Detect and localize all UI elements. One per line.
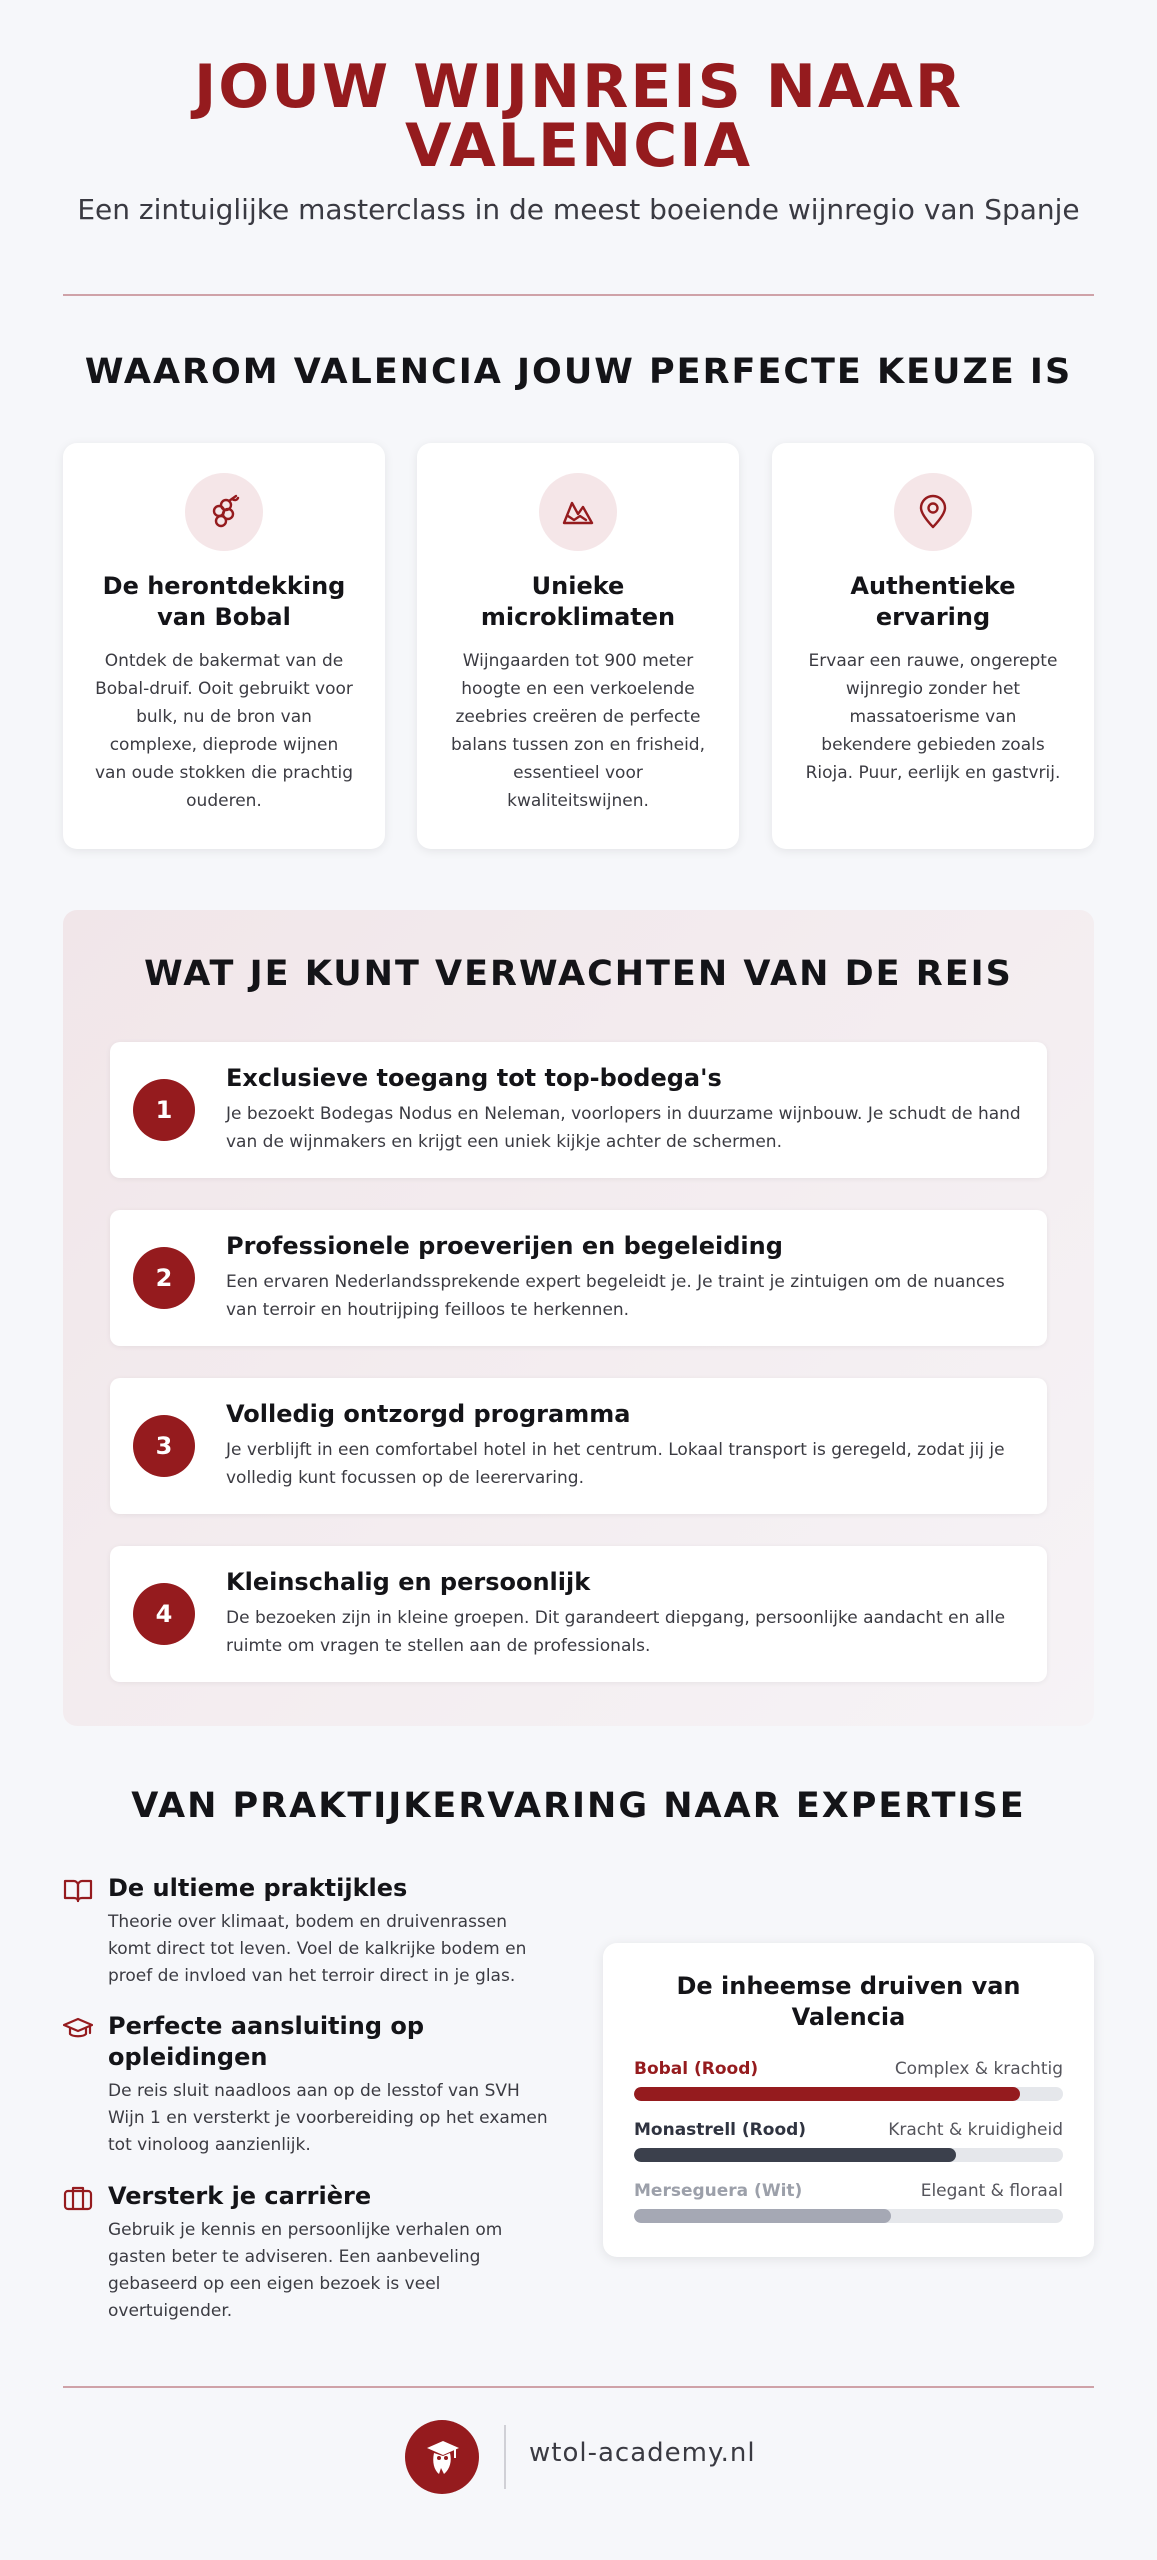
expertise-text: Theorie over klimaat, bodem en druivenrassen komt direct tot leven. Voel de kalkrijke bodem en proef de invloed van het terroir direct in je glas.	[108, 1912, 527, 1986]
grape-name: Monastrell (Rood)	[634, 2120, 807, 2140]
footer-divider	[63, 2386, 1094, 2388]
website-link[interactable]: wtol-academy.nl	[529, 2438, 756, 2468]
feature-card-title: Authentieke ervaring	[850, 572, 1016, 631]
feature-card-title: De herontdekking van Bobal	[102, 572, 346, 631]
graduation-cap-icon	[63, 2013, 93, 2043]
step-text: Je verblijft in een comfortabel hotel in het centrum. Lokaal transport is geregeld, zodat jij je volledig kunt focussen op de leerervaring.	[226, 1440, 1005, 1488]
expertise-item	[63, 2011, 548, 2161]
step-title: Kleinschalig en persoonlijk	[226, 1568, 591, 1596]
step-number: 3	[133, 1415, 195, 1477]
expectation-step	[110, 1378, 1047, 1514]
grapes-icon	[185, 473, 263, 551]
owl-logo-icon	[405, 2420, 479, 2494]
step-text: Een ervaren Nederlandssprekende expert begeleidt je. Je traint je zintuigen om de nuances van terroir en houtrijping feilloos te herkennen.	[226, 1272, 1005, 1320]
why-section-title: WAAROM VALENCIA JOUW PERFECTE KEUZE IS	[84, 352, 1073, 392]
grape-bar-fill	[634, 2209, 891, 2223]
grape-bar-track	[634, 2087, 1063, 2101]
step-text: Je bezoekt Bodegas Nodus en Neleman, voorlopers in duurzame wijnbouw. Je schudt de hand van de wijnmakers en krijgt een uniek kijkje achter de schermen.	[226, 1104, 1021, 1152]
step-title: Professionele proeverijen en begeleiding	[226, 1232, 783, 1260]
feature-card-text: Ontdek de bakermat van de Bobal-druif. Ooit gebruikt voor bulk, nu de bron van complexe, dieprode wijnen van oude stokken die prachtig ouderen.	[94, 651, 353, 811]
expertise-item	[63, 1873, 543, 1993]
expect-section-title: WAT JE KUNT VERWACHTEN VAN DE REIS	[144, 954, 1013, 994]
feature-card-authentic	[772, 443, 1094, 849]
feature-card-text: Wijngaarden tot 900 meter hoogte en een verkoelende zeebries creëren de perfecte balans tussen zon en frisheid, essentieel voor kwaliteitswijnen.	[450, 651, 706, 811]
expertise-title: Perfecte aansluiting op opleidingen	[108, 2012, 425, 2071]
grape-description: Kracht & kruidigheid	[888, 2120, 1063, 2140]
mountain-icon	[539, 473, 617, 551]
footer-separator	[504, 2425, 506, 2489]
grape-bar-fill	[634, 2148, 956, 2162]
feature-card-title: Unieke microklimaten	[480, 572, 676, 631]
grapes-card	[603, 1943, 1094, 2257]
expectation-step	[110, 1210, 1047, 1346]
expectations-panel	[63, 910, 1094, 1726]
briefcase-icon	[63, 2183, 93, 2213]
step-number: 1	[133, 1079, 195, 1141]
expectation-step	[110, 1546, 1047, 1682]
expertise-text: Gebruik je kennis en persoonlijke verhalen om gasten beter te adviseren. Een aanbeveling gebaseerd op een eigen bezoek is veel overtuigender.	[108, 2220, 503, 2321]
grape-bar-track	[634, 2209, 1063, 2223]
open-book-icon	[63, 1875, 93, 1905]
page-subtitle: Een zintuiglijke masterclass in de meest boeiende wijnregio van Spanje	[77, 193, 1080, 226]
grape-name: Merseguera (Wit)	[634, 2181, 803, 2201]
step-number: 4	[133, 1583, 195, 1645]
page-title: JOUW WIJNREIS NAAR VALENCIA	[193, 52, 964, 181]
grape-bar-track	[634, 2148, 1063, 2162]
feature-card-bobal	[63, 443, 385, 849]
expertise-item	[63, 2181, 543, 2331]
expertise-section-title: VAN PRAKTIJKERVARING NAAR EXPERTISE	[131, 1786, 1026, 1826]
feature-card-microclimates	[417, 443, 739, 849]
grape-name: Bobal (Rood)	[634, 2059, 759, 2079]
expertise-text: De reis sluit naadloos aan op de lesstof van SVH Wijn 1 en versterkt je voorbereiding op het examen tot vinoloog aanzienlijk.	[108, 2081, 548, 2155]
expertise-title: De ultieme praktijkles	[108, 1874, 408, 1902]
header-divider	[63, 294, 1094, 296]
grapes-card-title: De inheemse druiven van Valencia	[676, 1972, 1021, 2031]
feature-card-text: Ervaar een rauwe, ongerepte wijnregio zonder het massatoerisme van bekendere gebieden zoals Rioja. Puur, eerlijk en gastvrij.	[805, 651, 1061, 783]
step-title: Exclusieve toegang tot top-bodega's	[226, 1064, 722, 1092]
expectation-step	[110, 1042, 1047, 1178]
map-pin-icon	[894, 473, 972, 551]
grape-bar-fill	[634, 2087, 1020, 2101]
grape-description: Elegant & floraal	[920, 2181, 1063, 2201]
step-text: De bezoeken zijn in kleine groepen. Dit garandeert diepgang, persoonlijke aandacht en alle ruimte om vragen te stellen aan de professionals.	[226, 1608, 1006, 1656]
grape-description: Complex & krachtig	[894, 2059, 1063, 2079]
step-number: 2	[133, 1247, 195, 1309]
expertise-title: Versterk je carrière	[108, 2182, 372, 2210]
step-title: Volledig ontzorgd programma	[226, 1400, 631, 1428]
